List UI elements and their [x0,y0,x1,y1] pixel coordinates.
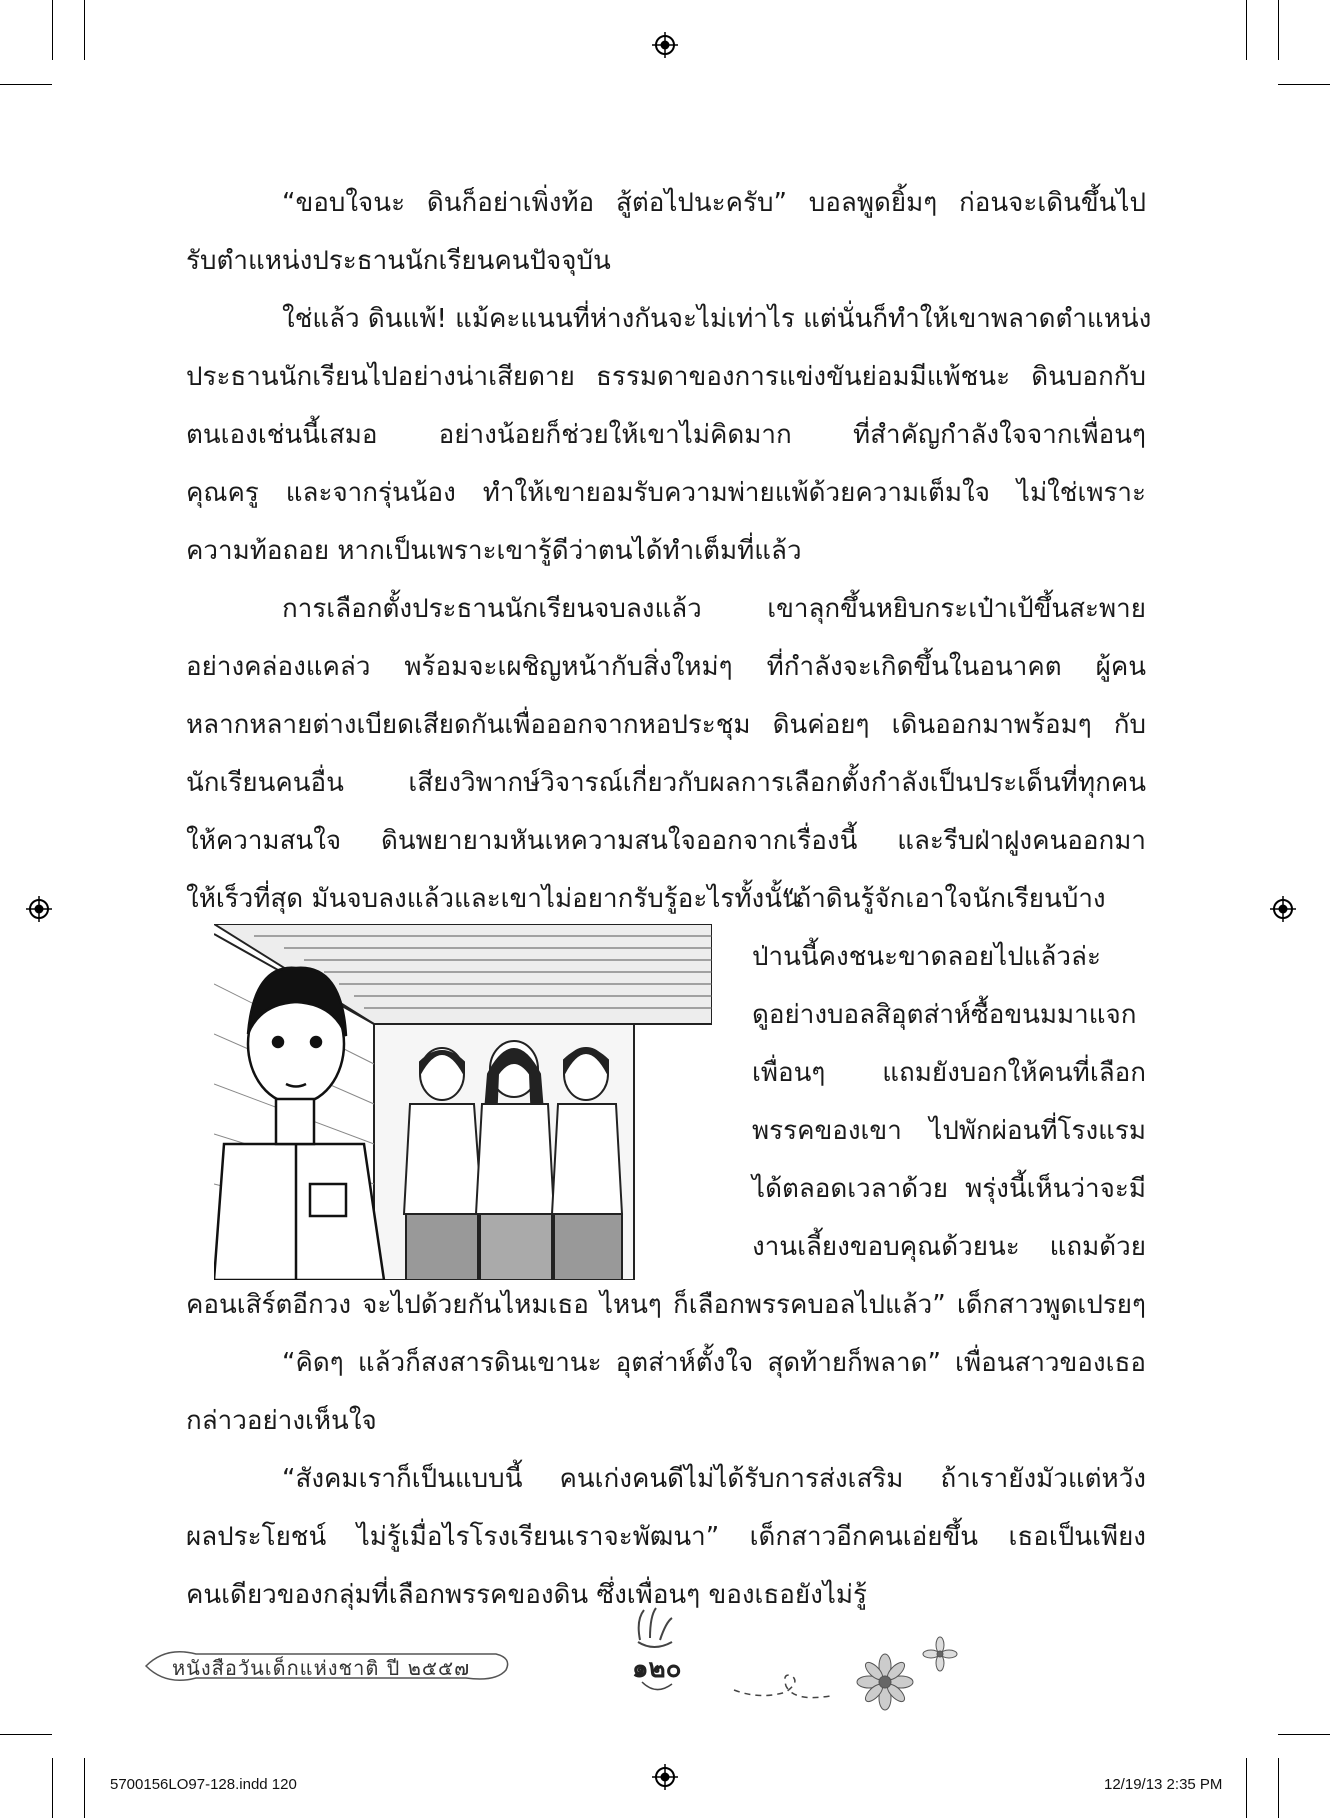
paragraph-6 [186,1450,1146,1624]
registration-mark-top-icon [652,32,678,58]
text-line: “คิดๆ แล้วก็สงสารดินเขานะ อุตส่าห์ตั้งใจ สุดท้ายก็พลาด” เพื่อนสาวของเธอ [282,1348,1146,1378]
text-line: ดูอย่างบอลสิอุตส่าห์ซื้อขนมมาแจก [752,1000,1137,1030]
text-line: เพื่อนๆ แถมยังบอกให้คนที่เลือก [752,1058,1146,1088]
text-line: รับตำแหน่งประธานนักเรียนคนปัจจุบัน [186,246,611,276]
registration-mark-left-icon [26,896,52,922]
story-illustration [214,924,712,1280]
text-line: ใช่แล้ว ดินแพ้! แม้คะแนนที่ห่างกันจะไม่เท่าไร แต่นั่นก็ทำให้เขาพลาดตำแหน่ง [282,304,1152,334]
registration-mark-right-icon [1270,896,1296,922]
text-line: “ถ้าดินรู้จักเอาใจนักเรียนบ้าง [782,884,1106,914]
paragraph-2 [186,290,1152,580]
paragraph-4-wrap [752,870,1146,1276]
text-line: ตนเองเช่นนี้เสมอ อย่างน้อยก็ช่วยให้เขาไม่คิดมาก ที่สำคัญกำลังใจจากเพื่อนๆ [186,420,1146,450]
text-line: “สังคมเราก็เป็นแบบนี้ คนเก่งคนดีไม่ได้รับการส่งเสริม ถ้าเรายังมัวแต่หวัง [282,1464,1146,1494]
text-line: นักเรียนคนอื่น เสียงวิพากษ์วิจารณ์เกี่ยวกับผลการเลือกตั้งกำลังเป็นประเด็นที่ทุกคน [186,768,1146,798]
text-line: คนเดียวของกลุ่มที่เลือกพรรคของดิน ซึ่งเพื่อนๆ ของเธอยังไม่รู้ [186,1580,868,1610]
text-line: งานเลี้ยงขอบคุณด้วยนะ แถมด้วย [752,1232,1146,1262]
text-line: ป่านนี้คงชนะขาดลอยไปแล้วล่ะ [752,942,1101,972]
registration-mark-bottom-icon [652,1764,678,1790]
text-line: หลากหลายต่างเบียดเสียดกันเพื่อออกจากหอประชุม ดินค่อยๆ เดินออกมาพร้อมๆ กับ [186,710,1146,740]
text-line: ได้ตลอดเวลาด้วย พรุ่งนี้เห็นว่าจะมี [752,1174,1146,1204]
text-line: คุณครู และจากรุ่นน้อง ทำให้เขายอมรับความพ่ายแพ้ด้วยความเต็มใจ ไม่ใช่เพราะ [186,478,1146,508]
text-line: ประธานนักเรียนไปอย่างน่าเสียดาย ธรรมดาของการแข่งขันย่อมมีแพ้ชนะ ดินบอกกับ [186,362,1146,392]
slug-file-info: 5700156LO97-128.indd 120 [110,1776,297,1793]
text-line: คอนเสิร์ตอีกวง จะไปด้วยกันไหมเธอ ไหนๆ ก็เลือกพรรคบอลไปแล้ว” เด็กสาวพูดเปรยๆ [186,1290,1146,1320]
text-line: กล่าวอย่างเห็นใจ [186,1406,377,1436]
book-title: หนังสือวันเด็กแห่งชาติ ปี ๒๕๕๗ [172,1656,471,1680]
text-line: พรรคของเขา ไปพักผ่อนที่โรงแรม [752,1116,1146,1146]
slug-timestamp: 12/19/13 2:35 PM [1104,1776,1223,1793]
flower-doodle-icon [730,1630,970,1720]
text-line: การเลือกตั้งประธานนักเรียนจบลงแล้ว เขาลุกขึ้นหยิบกระเป๋าเป้ขึ้นสะพาย [282,594,1146,624]
paragraph-4-tail [186,1276,1146,1334]
text-line: “ขอบใจนะ ดินก็อย่าเพิ่งท้อ สู้ต่อไปนะครับ” บอลพูดยิ้มๆ ก่อนจะเดินขึ้นไป [282,188,1146,218]
paragraph-1 [186,174,1146,290]
text-line: อย่างคล่องแคล่ว พร้อมจะเผชิญหน้ากับสิ่งใหม่ๆ ที่กำลังจะเกิดขึ้นในอนาคต ผู้คน [186,652,1146,682]
page-number: ๑๒๐ [632,1654,682,1684]
text-line: ให้ความสนใจ ดินพยายามหันเหความสนใจออกจากเรื่องนี้ และรีบฝ่าฝูงคนออกมา [186,826,1146,856]
text-line: ผลประโยชน์ ไม่รู้เมื่อไรโรงเรียนเราจะพัฒนา” เด็กสาวอีกคนเอ่ยขึ้น เธอเป็นเพียง [186,1522,1146,1552]
text-line: ความท้อถอย หากเป็นเพราะเขารู้ดีว่าตนได้ทำเต็มที่แล้ว [186,536,802,566]
text-line: ให้เร็วที่สุด มันจบลงแล้วและเขาไม่อยากรับรู้อะไรทั้งนั้น [186,884,800,914]
paragraph-5 [186,1334,1146,1450]
